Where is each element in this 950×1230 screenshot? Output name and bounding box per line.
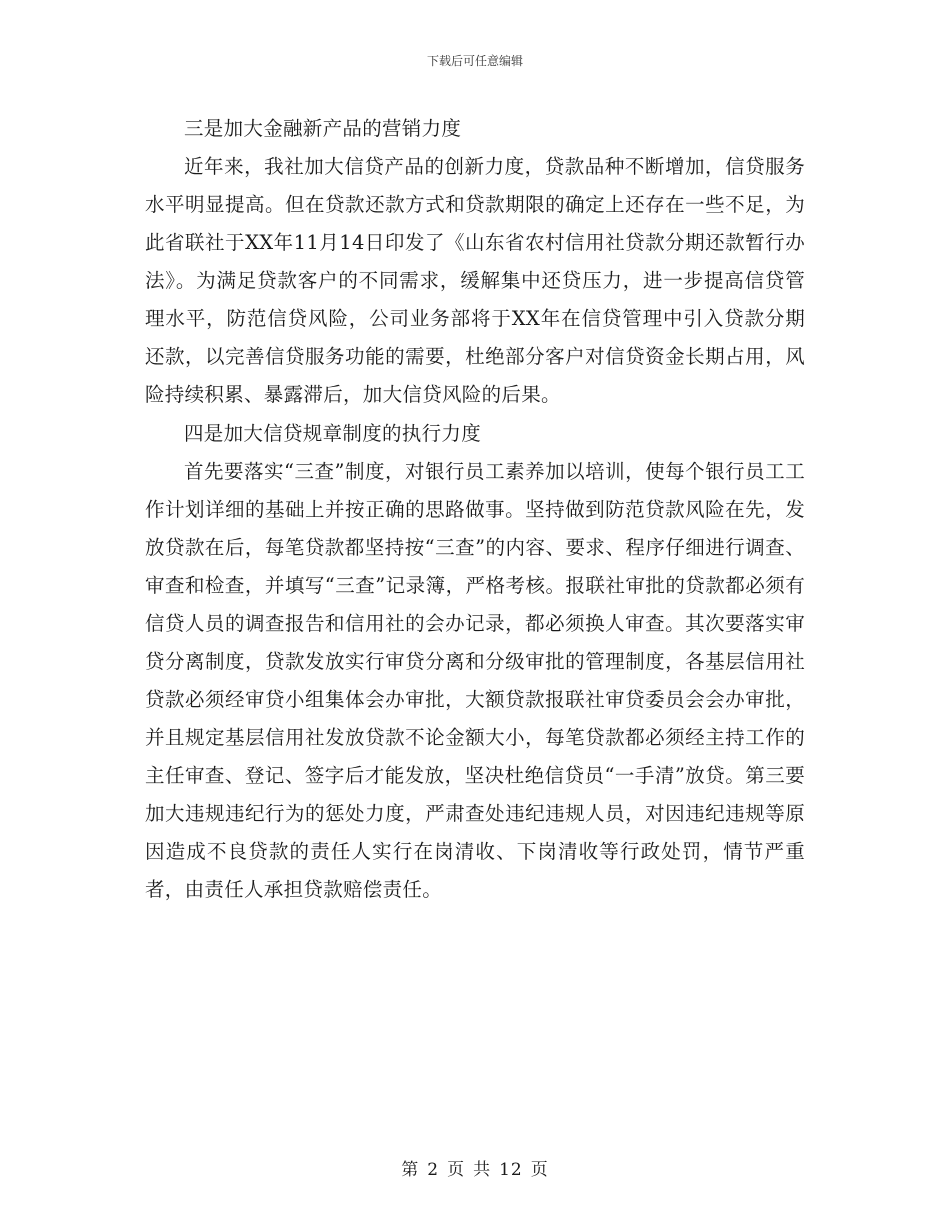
footer-total-pages: 12 (499, 1160, 523, 1180)
page-header (0, 52, 950, 69)
footer-suffix: 页 (530, 1160, 549, 1180)
header-note: 下载后可任意编辑 (426, 54, 523, 68)
section-heading-4: 四是加大信贷规章制度的执行力度 (184, 422, 482, 445)
footer-total-word: 共 (473, 1160, 492, 1180)
page-footer (0, 1155, 950, 1180)
footer-current-page: 2 (427, 1160, 440, 1180)
section-heading-3: 三是加大金融新产品的营销力度 (184, 117, 462, 140)
document-body (145, 109, 805, 909)
footer-prefix: 第 (401, 1160, 420, 1180)
paragraph-3-body: 近年来，我社加大信贷产品的创新力度，贷款品种不断增加，信贷服务水平明显提高。但在贷款还款方式和贷款期限的确定上还存在一些不足，为此省联社于XX年11月14日印发了《山东省农村信用社贷款分期还款暂行办法》。为满足贷款客户的不同需求，缓解集中还贷压力，进一步提高信贷管理水平，防范信贷风险，公司业务部将于XX年在信贷管理中引入贷款分期还款，以完善信贷服务功能的需要，杜绝部分客户对信贷资金长期占用，风险持续积累、暴露滞后，加大信贷风险的后果。 (145, 155, 805, 406)
footer-page-word: 页 (447, 1160, 466, 1180)
paragraph-4-body: 首先要落实“三查”制度，对银行员工素养加以培训，使每个银行员工工作计划详细的基础上并按正确的思路做事。坚持做到防范贷款风险在先，发放贷款在后，每笔贷款都坚持按“三查”的内容、要求、程序仔细进行调查、审查和检查，并填写“三查”记录簿，严格考核。报联社审批的贷款都必须有信贷人员的调查报告和信用社的会办记录，都必须换人审查。其次要落实审贷分离制度，贷款发放实行审贷分离和分级审批的管理制度，各基层信用社贷款必须经审贷小组集体会办审批，大额贷款报联社审贷委员会会办审批，并且规定基层信用社发放贷款不论金额大小，每笔贷款都必须经主持工作的主任审查、登记、签字后才能发放，坚决杜绝信贷员“一手清”放贷。第三要加大违规违纪行为的惩处力度，严肃查处违纪违规人员，对因违纪违规等原因造成不良贷款的责任人实行在岗清收、下岗清收等行政处罚，情节严重者，由责任人承担贷款赔偿责任。 (145, 460, 805, 901)
